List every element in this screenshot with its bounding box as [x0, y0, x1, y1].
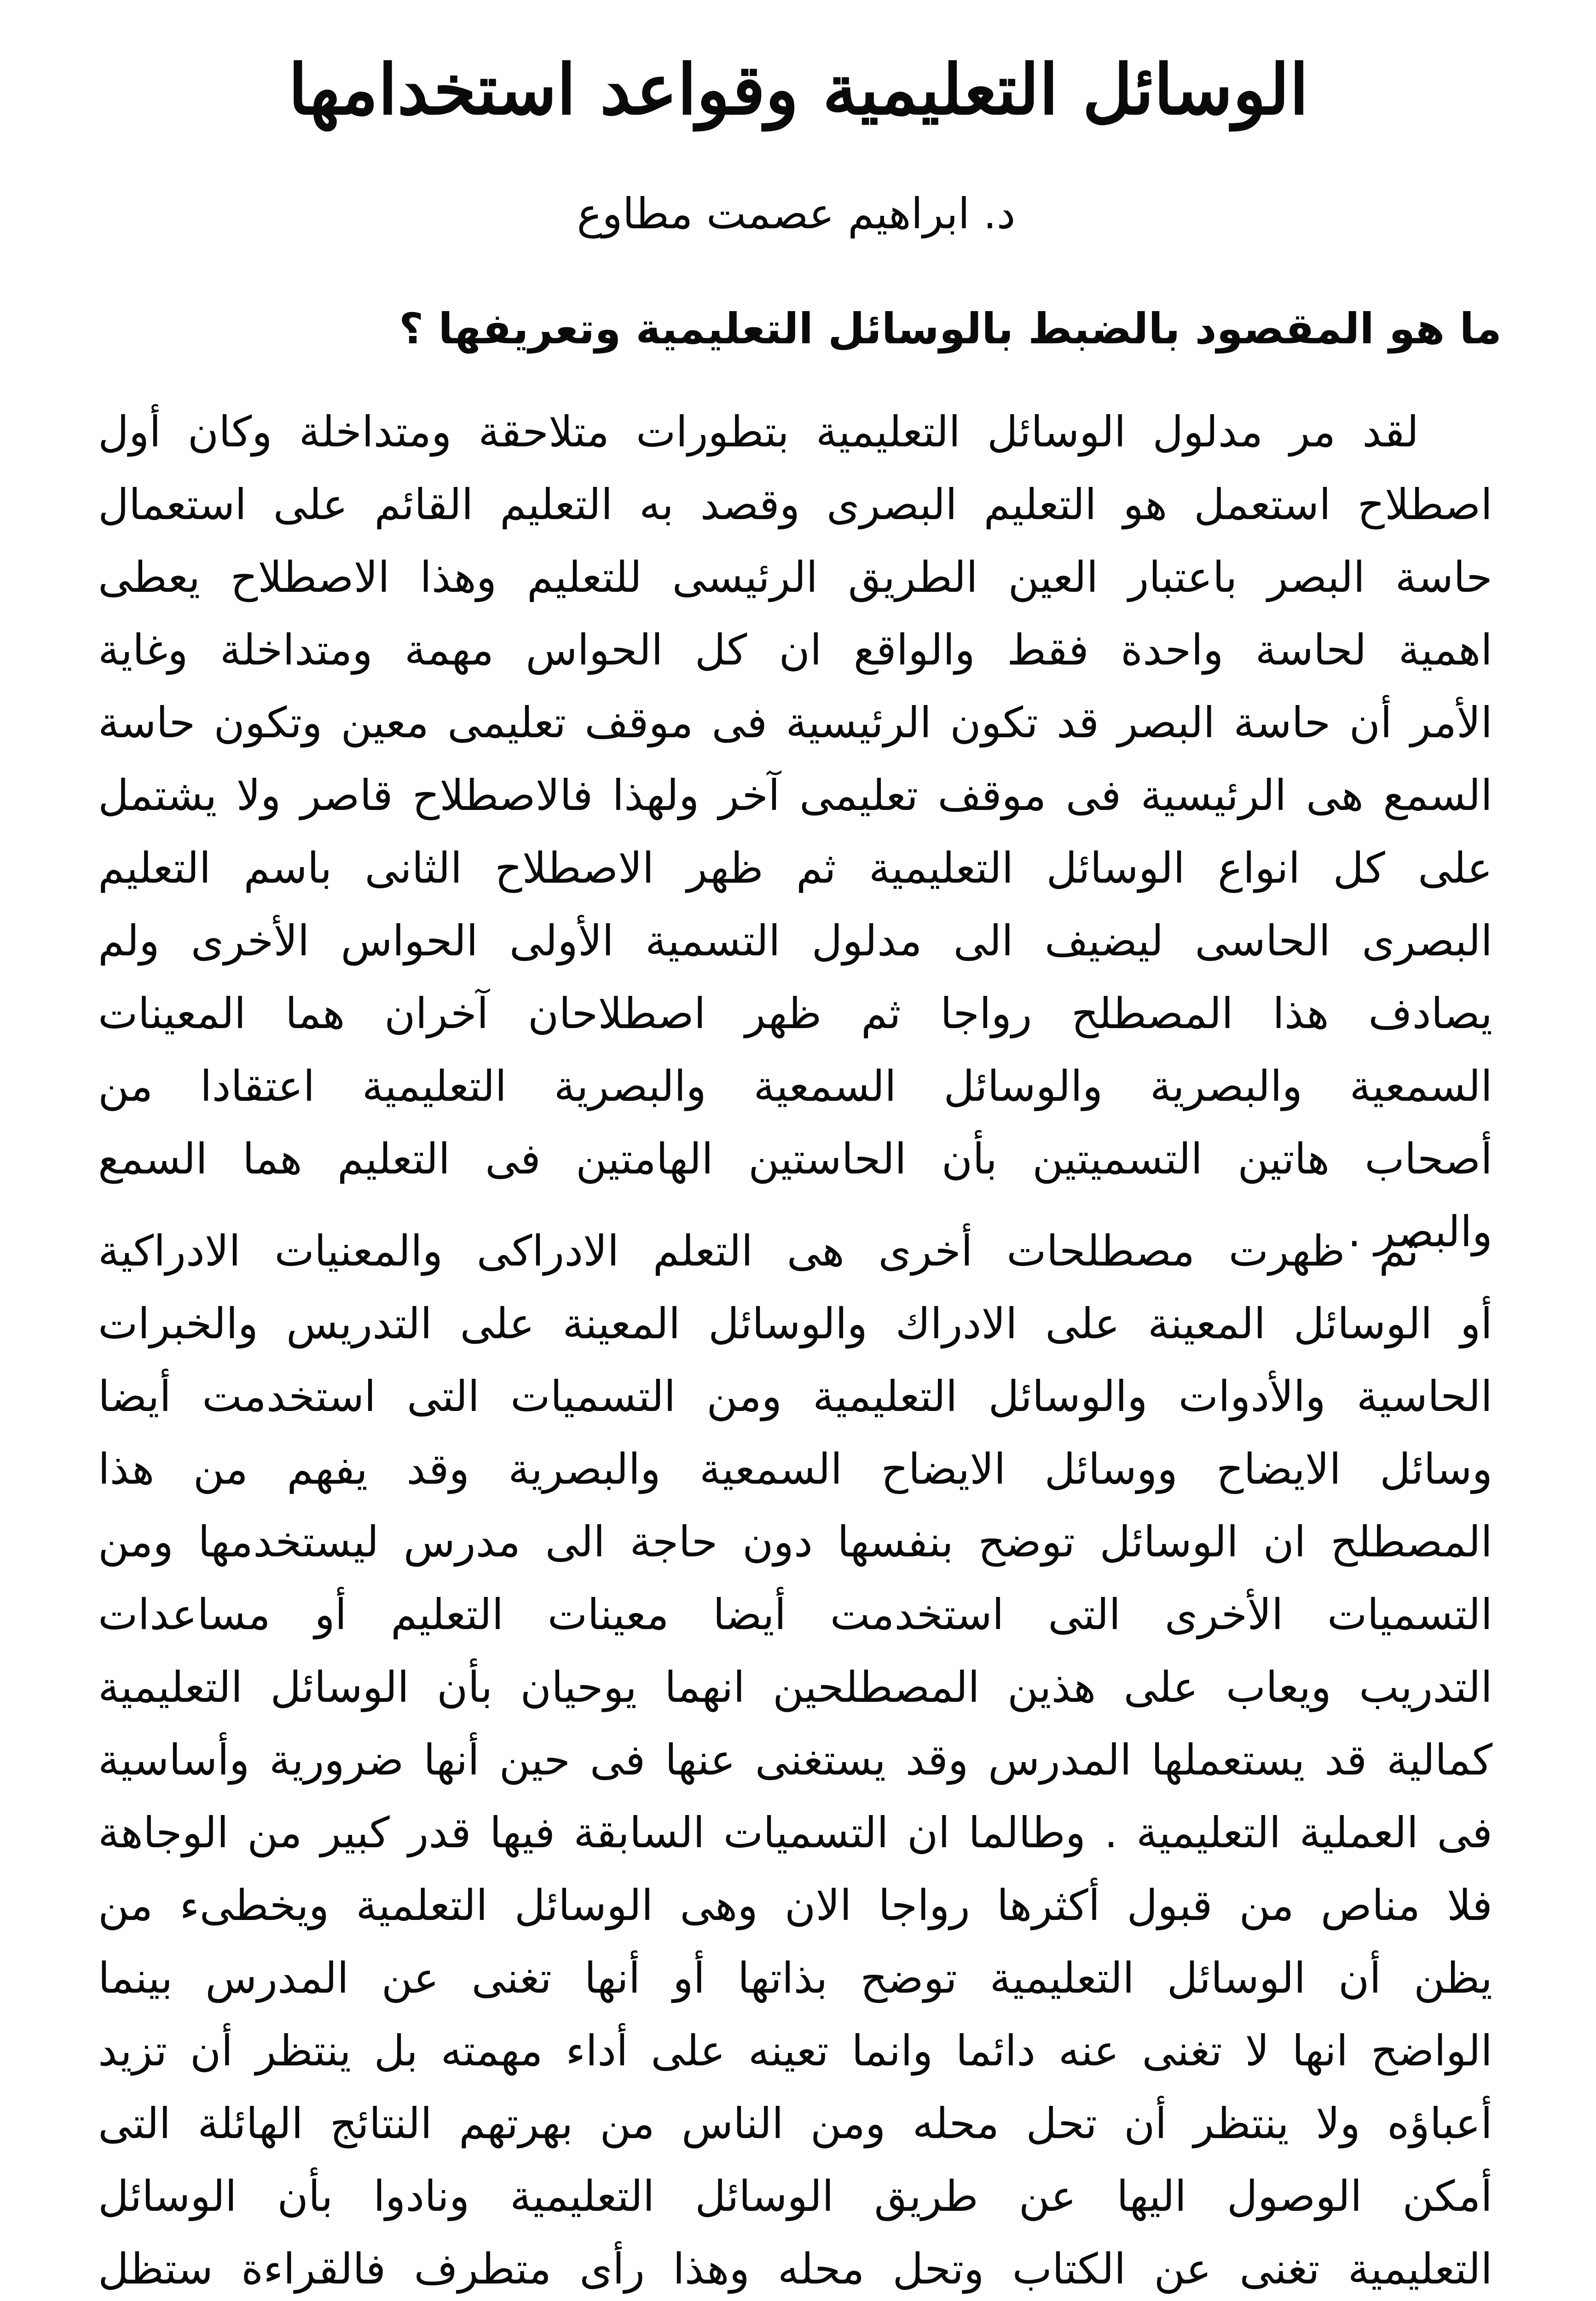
text-line: فلا مناص من قبول أكثرها رواجا الان وهى الوسائل التعلمية ويخطىء من: [98, 1881, 1492, 1930]
author-name: د. ابراهيم عصمت مطاوع: [577, 189, 1016, 238]
text-line: الواضح انها لا تغنى عنه دائما وانما تعينه على أداء مهمته بل ينتظر أن تزيد: [98, 2026, 1492, 2076]
text-line: أمكن الوصول اليها عن طريق الوسائل التعليمية ونادوا بأن الوسائل: [98, 2172, 1492, 2221]
text-line: اصطلاح استعمل هو التعليم البصرى وقصد به التعليم القائم على استعمال: [98, 480, 1492, 529]
article-title: الوسائل التعليمية وقواعد استخدامها: [288, 49, 1309, 130]
paragraph-1: [98, 396, 1492, 1268]
text-line: والبصر .: [1347, 1207, 1492, 1256]
text-line: ثم ظهرت مصطلحات أخرى هى التعلم الادراكى والمعنيات الادراكية: [98, 1226, 1419, 1276]
text-line: الأمر أن حاسة البصر قد تكون الرئيسية فى موقف تعليمى معين وتكون حاسة: [98, 698, 1492, 747]
text-line: أعباؤه ولا ينتظر أن تحل محله ومن الناس من بهرتهم النتائج الهائلة التى: [98, 2099, 1492, 2148]
text-line: حاسة البصر باعتبار العين الطريق الرئيسى للتعليم وهذا الاصطلاح يعطى: [98, 553, 1492, 602]
text-line: اهمية لحاسة واحدة فقط والواقع ان كل الحواس مهمة ومتداخلة وغاية: [98, 625, 1492, 675]
text-line: فى العملية التعليمية . وطالما ان التسميات السابقة فيها قدر كبير من الوجاهة: [98, 1808, 1492, 1857]
text-line: التعليمية تغنى عن الكتاب وتحل محله وهذا رأى متطرف فالقراءة ستظل: [98, 2244, 1492, 2294]
text-line: يظن أن الوسائل التعليمية توضح بذاتها أو أنها تغنى عن المدرس بينما: [98, 1954, 1492, 2003]
text-line: كمالية قد يستعملها المدرس وقد يستغنى عنها فى حين أنها ضرورية وأساسية: [98, 1735, 1492, 1785]
text-line: أو الوسائل المعينة على الادراك والوسائل المعينة على التدريس والخبرات: [98, 1299, 1492, 1348]
text-line: الحاسية والأدوات والوسائل التعليمية ومن التسميات التى استخدمت أيضا: [98, 1372, 1492, 1421]
text-line: أصحاب هاتين التسميتين بأن الحاستين الهامتين فى التعليم هما السمع: [98, 1134, 1492, 1184]
text-line: المصطلح ان الوسائل توضح بنفسها دون حاجة الى مدرس ليستخدمها ومن: [98, 1517, 1492, 1567]
text-line: التدريب ويعاب على هذين المصطلحين انهما يوحيان بأن الوسائل التعليمية: [98, 1663, 1492, 1712]
text-line: على كل انواع الوسائل التعليمية ثم ظهر الاصطلاح الثانى باسم التعليم: [98, 844, 1492, 893]
text-line: وسائل الايضاح ووسائل الايضاح السمعية والبصرية وقد يفهم من هذا: [98, 1445, 1492, 1494]
text-line: لقد مر مدلول الوسائل التعليمية بتطورات متلاحقة ومتداخلة وكان أول: [98, 407, 1419, 457]
paragraph-2: [98, 1215, 1492, 2301]
text-line: التسميات الأخرى التى استخدمت أيضا معينات التعليم أو مساعدات: [98, 1590, 1492, 1639]
text-line: يصادف هذا المصطلح رواجا ثم ظهر اصطلاحان آخران هما المعينات: [98, 989, 1492, 1038]
text-line: السمع هى الرئيسية فى موقف تعليمى آخر ولهذا فالاصطلاح قاصر ولا يشتمل: [98, 771, 1492, 820]
text-line: البصرى الحاسى ليضيف الى مدلول التسمية الأولى الحواس الأخرى ولم: [98, 916, 1492, 965]
text-line: السمعية والبصرية والوسائل السمعية والبصرية التعليمية اعتقادا من: [98, 1062, 1492, 1111]
section-heading: ما هو المقصود بالضبط بالوسائل التعليمية وتعريفها ؟: [399, 304, 1502, 353]
